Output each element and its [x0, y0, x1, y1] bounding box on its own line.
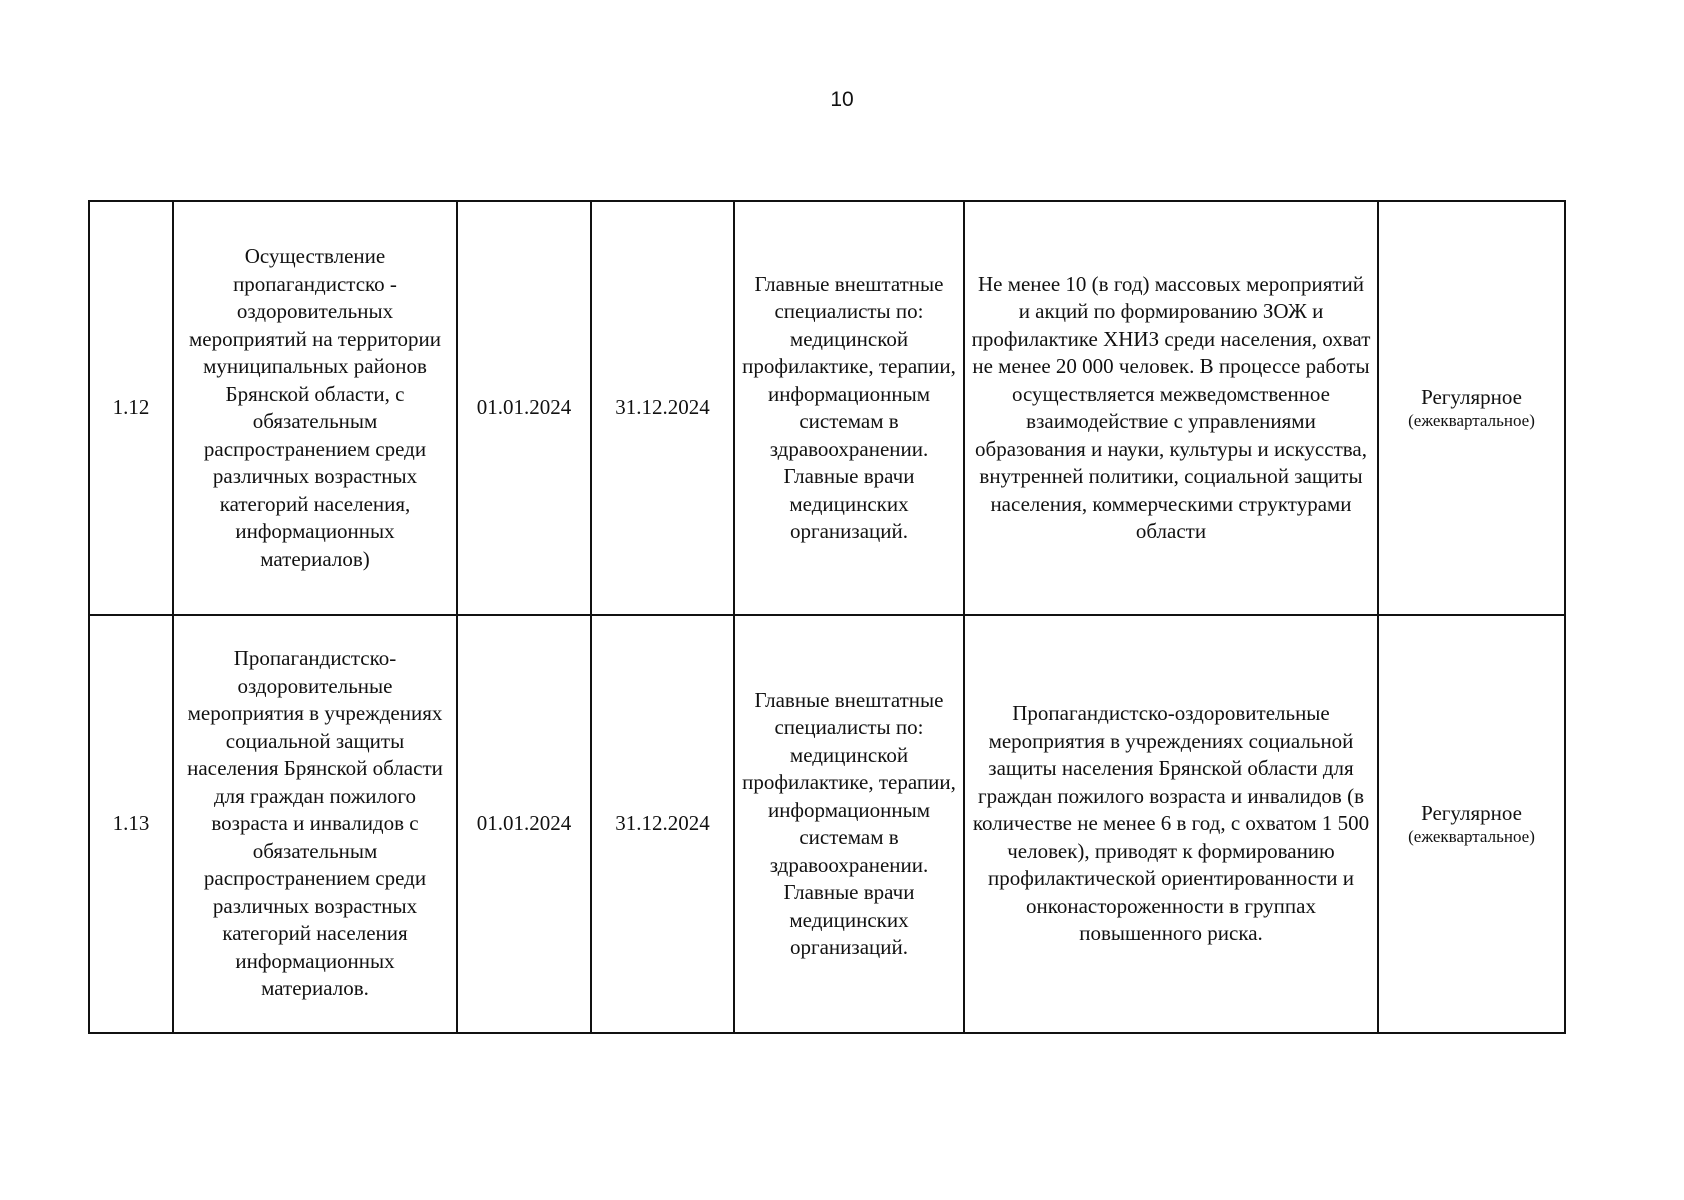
end-date: 31.12.2024: [591, 615, 734, 1033]
plan-table: [88, 200, 1566, 1034]
periodicity-main: Регулярное: [1421, 385, 1522, 409]
periodicity-detail: (ежеквартальное): [1408, 411, 1535, 430]
periodicity-main: Регулярное: [1421, 801, 1522, 825]
row-number: 1.13: [89, 615, 173, 1033]
periodicity: [1378, 201, 1565, 615]
responsible-executors: Главные внештатные специалисты по: медицинской профилактике, терапии, информационным системам в здравоохранении. Главные врачи медицинских организаций.: [734, 201, 964, 615]
table-row: [89, 615, 1565, 1033]
periodicity-detail: (ежеквартальное): [1408, 827, 1535, 846]
end-date: 31.12.2024: [591, 201, 734, 615]
page-number: 10: [830, 88, 854, 111]
expected-result: Не менее 10 (в год) массовых мероприятий и акций по формированию ЗОЖ и профилактике ХНИЗ среди населения, охват не менее 20 000 человек. В процессе работы осуществляется межведомственное взаимодействие с управлениями образования и науки, культуры и искусства, внутренней политики, социальной защиты населения, коммерческими структурами области: [964, 201, 1378, 615]
start-date: 01.01.2024: [457, 615, 591, 1033]
table-row: [89, 201, 1565, 615]
expected-result: Пропагандистско-оздоровительные мероприятия в учреждениях социальной защиты населения Брянской области для граждан пожилого возраста и инвалидов (в количестве не менее 6 в год, с охватом 1 500 человек), приводят к формированию профилактической ориентированности и онконастороженности в группах повышенного риска.: [964, 615, 1378, 1033]
responsible-executors: Главные внештатные специалисты по: медицинской профилактике, терапии, информационным системам в здравоохранении. Главные врачи медицинских организаций.: [734, 615, 964, 1033]
event-description: Осуществление пропагандистско - оздоровительных мероприятий на территории муниципальных районов Брянской области, с обязательным распространением среди различных возрастных категорий населения, информационных материалов): [173, 201, 457, 615]
periodicity: [1378, 615, 1565, 1033]
start-date: 01.01.2024: [457, 201, 591, 615]
event-description: Пропагандистско-оздоровительные мероприятия в учреждениях социальной защиты населения Брянской области для граждан пожилого возраста и инвалидов с обязательным распространением среди различных возрастных категорий населения информационных материалов.: [173, 615, 457, 1033]
row-number: 1.12: [89, 201, 173, 615]
